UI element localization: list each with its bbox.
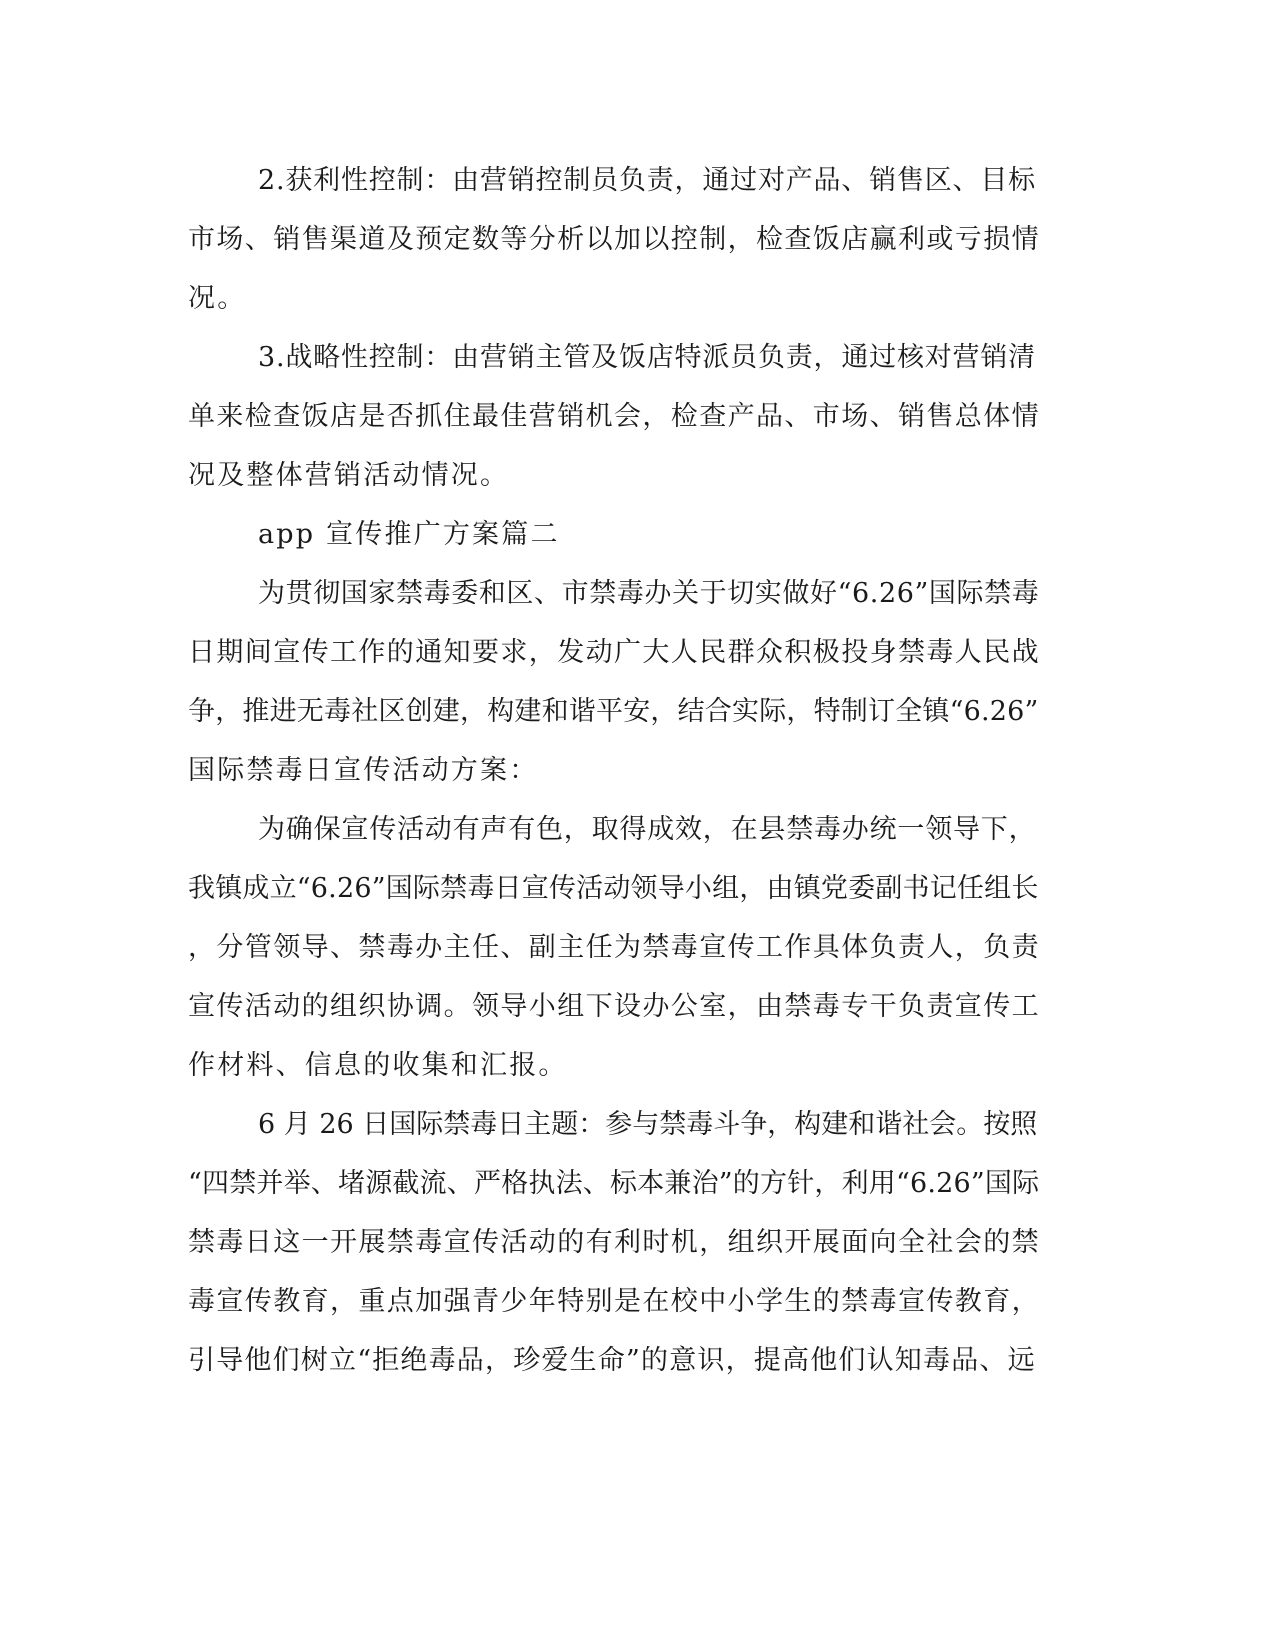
paragraph-2-line-2: 单来检查饭店是否抓住最佳营销机会，检查产品、市场、销售总体情 [188,401,1040,432]
paragraph-4-line-3: 争，推进无毒社区创建，构建和谐平安，结合实际，特制订全镇“6.26” [188,696,1039,727]
paragraph-6-line-5: 引导他们树立“拒绝毒品，珍爱生命”的意识，提高他们认知毒品、远 [188,1345,1036,1376]
paragraph-5-line-4: 宣传活动的组织协调。领导小组下设办公室，由禁毒专干负责宣传工 [188,991,1040,1022]
section-heading: app 宣传推广方案篇二 [258,519,560,550]
paragraph-5-line-5: 作材料、信息的收集和汇报。 [188,1050,568,1081]
paragraph-4-line-4: 国际禁毒日宣传活动方案： [188,755,539,786]
paragraph-2-line-1: 3.战略性控制：由营销主管及饭店特派员负责，通过核对营销清 [258,342,1036,373]
paragraph-5-line-1: 为确保宣传活动有声有色，取得成效，在县禁毒办统一领导下， [258,814,1037,845]
paragraph-6-line-2: “四禁并举、堵源截流、严格执法、标本兼治”的方针，利用“6.26”国际 [188,1168,1040,1199]
paragraph-5-line-2: 我镇成立“6.26”国际禁毒日宣传活动领导小组，由镇党委副书记任组长 [188,873,1039,904]
paragraph-1-line-3: 况。 [188,283,247,314]
paragraph-6-line-4: 毒宣传教育，重点加强青少年特别是在校中小学生的禁毒宣传教育， [188,1286,1040,1317]
paragraph-5-line-3: ，分管领导、禁毒办主任、副主任为禁毒宣传工作具体负责人，负责 [188,932,1040,963]
paragraph-4-line-2: 日期间宣传工作的通知要求，发动广大人民群众积极投身禁毒人民战 [188,637,1040,668]
paragraph-6-line-3: 禁毒日这一开展禁毒宣传活动的有利时机，组织开展面向全社会的禁 [188,1227,1040,1258]
paragraph-6-line-1: 6 月 26 日国际禁毒日主题：参与禁毒斗争，构建和谐社会。按照 [258,1109,1038,1140]
paragraph-4-line-1: 为贯彻国家禁毒委和区、市禁毒办关于切实做好“6.26”国际禁毒 [258,578,1040,609]
paragraph-2-line-3: 况及整体营销活动情况。 [188,460,510,491]
paragraph-1-line-2: 市场、销售渠道及预定数等分析以加以控制，检查饭店赢利或亏损情 [188,224,1040,255]
paragraph-1-line-1: 2.获利性控制：由营销控制员负责，通过对产品、销售区、目标 [258,165,1036,196]
